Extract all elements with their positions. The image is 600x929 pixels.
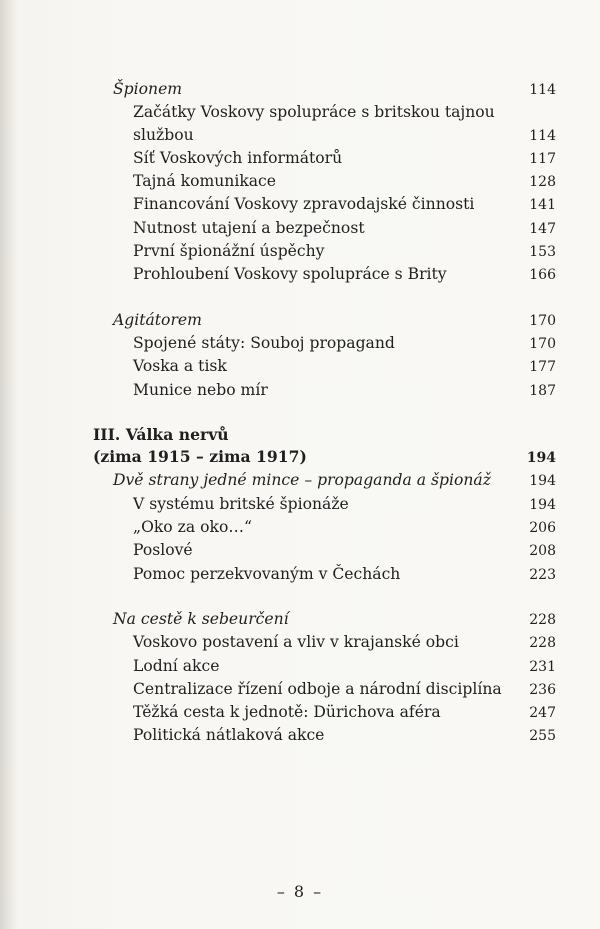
- toc-entry-page: 166: [529, 267, 556, 284]
- toc-entry-page: 194: [529, 473, 556, 490]
- toc-entry-title: V systému britské špionáže: [133, 494, 349, 513]
- toc-entry-title: Síť Voskových informátorů: [133, 148, 343, 167]
- toc-chapter-heading: [93, 446, 556, 469]
- toc-entry: [113, 655, 556, 678]
- toc-entry: [113, 493, 556, 516]
- toc-entry-title: Tajná komunikace: [133, 172, 277, 191]
- toc-entry: [113, 379, 556, 402]
- toc-section-heading: [113, 469, 556, 492]
- toc-entry-page: 194: [526, 450, 556, 467]
- toc-chapter-heading: [93, 424, 556, 446]
- toc-entry-page: 153: [529, 244, 556, 261]
- toc-entry: [113, 263, 556, 286]
- toc-entry-page: 170: [529, 335, 556, 352]
- toc-entry-title: Lodní akce: [133, 656, 220, 675]
- toc-entry-page: 177: [529, 359, 556, 376]
- toc-entry: [113, 563, 556, 586]
- toc-entry: [113, 124, 556, 147]
- toc-entry: [113, 217, 556, 240]
- toc-entry-title: Centralizace řízení odboje a národní disciplína: [133, 679, 502, 698]
- toc-entry: [113, 701, 556, 724]
- toc-entry-title: „Oko za oko…“: [133, 518, 252, 537]
- toc-entry-title: Začátky Voskovy spolupráce s britskou tajnou: [133, 103, 495, 122]
- toc-entry-title: Pomoc perzekvovaným v Čechách: [133, 564, 401, 583]
- toc-entry-page: 206: [529, 520, 556, 537]
- toc-entry-page: 228: [529, 635, 556, 652]
- toc-entry-title: První špionážní úspěchy: [133, 242, 325, 261]
- section-spacer: [113, 586, 556, 608]
- toc-entry-page: 117: [529, 150, 556, 167]
- toc-entry-title: Špionem: [113, 80, 183, 98]
- toc-entry-title: Prohloubení Voskovy spolupráce s Brity: [133, 265, 447, 284]
- toc-entry-page: 170: [529, 312, 556, 329]
- toc-section-heading: [113, 78, 556, 101]
- toc-entry-page: 208: [529, 543, 556, 560]
- toc-entry-title: Nutnost utajení a bezpečnost: [133, 218, 365, 237]
- toc-entry: [113, 724, 556, 747]
- toc-entry-page: 247: [529, 705, 556, 722]
- toc-entry-page: 114: [529, 82, 556, 98]
- toc-entry-title: Voska a tisk: [133, 357, 227, 376]
- toc-entry: [113, 332, 556, 355]
- chapter-title: III. Válka nervů: [93, 424, 229, 444]
- toc-entry-title: Těžká cesta k jednotě: Dürichova aféra: [133, 703, 441, 722]
- toc-entry-title: Agitátorem: [113, 310, 202, 329]
- toc-entry: [113, 539, 556, 562]
- toc-entry: [113, 678, 556, 701]
- toc-entry-title: Spojené státy: Souboj propagand: [133, 333, 395, 352]
- toc-entry-title: Na cestě k sebeurčení: [113, 609, 289, 628]
- toc-entry-page: 147: [529, 220, 556, 237]
- toc-entry-page: 236: [529, 681, 556, 698]
- toc-section-heading: [113, 309, 556, 332]
- toc-entry-page: 128: [529, 174, 556, 191]
- toc-entry-page: 187: [529, 382, 556, 399]
- section-spacer: [113, 402, 556, 424]
- chapter-subtitle: (zima 1915 – zima 1917): [93, 447, 307, 467]
- toc-entry-title: službou: [133, 125, 194, 144]
- toc-entry-title: Dvě strany jedné mince – propaganda a špionáž: [113, 471, 491, 490]
- toc-entry-title: Financování Voskovy zpravodajské činnosti: [133, 195, 475, 214]
- section-spacer: [113, 287, 556, 309]
- toc-entry-page: 141: [529, 197, 556, 214]
- toc-section-heading: [113, 608, 556, 631]
- toc-entry-title: Munice nebo mír: [133, 380, 268, 399]
- toc-entry: [113, 240, 556, 263]
- toc-entry-page: 255: [529, 728, 556, 745]
- toc-entry: [113, 516, 556, 539]
- toc-entry: [113, 147, 556, 170]
- toc-entry: [113, 355, 556, 378]
- toc-entry-title: Voskovo postavení a vliv v krajanské obci: [133, 633, 459, 652]
- toc-entry-page: 231: [529, 658, 556, 675]
- toc-entry-page: 223: [529, 566, 556, 583]
- table-of-contents: [93, 78, 556, 748]
- toc-entry-title: Politická nátlaková akce: [133, 726, 325, 745]
- toc-entry-page: 114: [529, 127, 556, 144]
- toc-entry-page: 228: [529, 611, 556, 628]
- page-number: – 8 –: [276, 882, 324, 901]
- toc-entry: [113, 193, 556, 216]
- toc-entry: [113, 631, 556, 654]
- toc-entry-title: Poslové: [133, 541, 193, 560]
- toc-entry: [113, 170, 556, 193]
- page-spine-shadow: [0, 0, 18, 929]
- toc-entry-page: 194: [529, 496, 556, 513]
